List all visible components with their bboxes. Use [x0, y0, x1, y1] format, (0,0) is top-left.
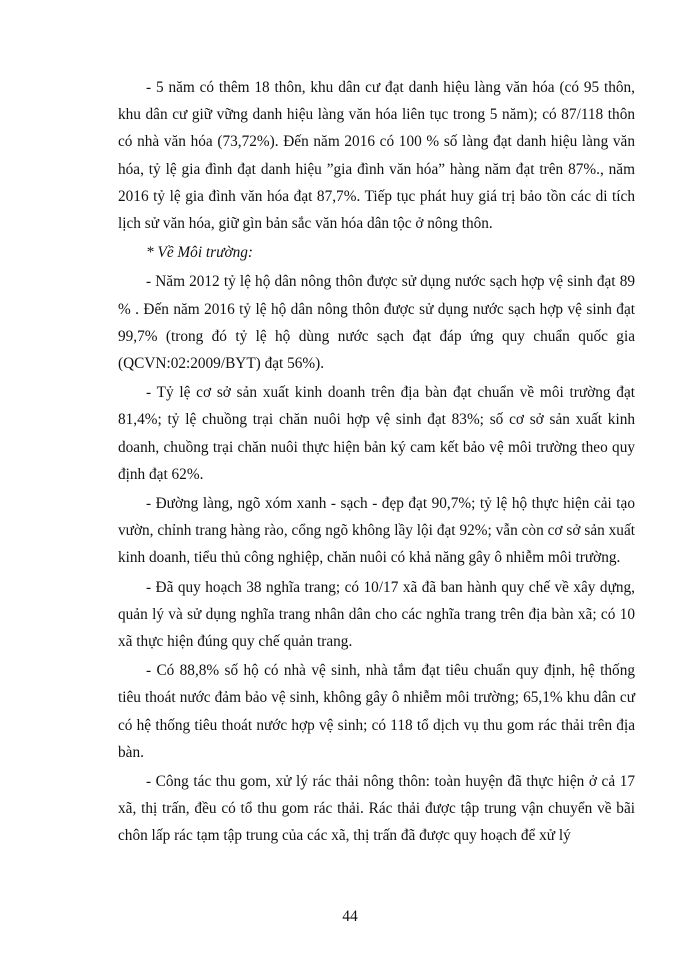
page-body — [118, 74, 635, 852]
section-heading-environment: * Về Môi trường: — [146, 244, 253, 262]
paragraph-sanitation: - Có 88,8% số hộ có nhà vệ sinh, nhà tắm đạt tiêu chuẩn quy định, hệ thống tiêu thoát nước đảm bảo vệ sinh, không gây ô nhiễm môi trường; 65,1% khu dân cư có hệ thống tiêu thoát nước hợp vệ sinh; có 118 tổ dịch vụ thu gom rác thải trên địa bàn. — [118, 662, 635, 761]
paragraph-cemeteries: - Đã quy hoạch 38 nghĩa trang; có 10/17 xã đã ban hành quy chế về xây dựng, quản lý và sử dụng nghĩa trang nhân dân cho các nghĩa trang trên địa bàn xã; có 10 xã thực hiện đúng quy chế quản trang. — [118, 578, 635, 651]
paragraph-culture: - 5 năm có thêm 18 thôn, khu dân cư đạt danh hiệu làng văn hóa (có 95 thôn, khu dân cư giữ vững danh hiệu làng văn hóa liên tục trong 5 năm); có 87/118 thôn có nhà văn hóa (73,72%). Đến năm 2016 có 100 % số làng đạt danh hiệu làng văn hóa, tỷ lệ gia đình đạt danh hiệu ”gia đình văn hóa” hàng năm đạt trên 87%., năm 2016 tỷ lệ gia đình văn hóa đạt 87,7%. Tiếp tục phát huy giá trị bảo tồn các di tích lịch sử văn hóa, giữ gìn bản sắc văn hóa dân tộc ở nông thôn. — [118, 79, 635, 233]
paragraph-business-standards: - Tỷ lệ cơ sở sản xuất kinh doanh trên địa bàn đạt chuẩn về môi trường đạt 81,4%; tỷ lệ chuồng trại chăn nuôi hợp vệ sinh đạt 83%; số cơ sở sản xuất kinh doanh, chuồng trại chăn nuôi thực hiện bản ký cam kết bảo vệ môi trường theo quy định đạt 62%. — [118, 384, 635, 483]
paragraph-waste-collection: - Công tác thu gom, xử lý rác thải nông thôn: toàn huyện đã thực hiện ở cả 17 xã, thị trấn, đều có tổ thu gom rác thải. Rác thải được tập trung vận chuyển về bãi chôn lấp rác tạm tập trung của các xã, thị trấn đã được quy hoạch để xử lý — [118, 773, 635, 845]
page-number: 44 — [342, 908, 358, 925]
paragraph-clean-water: - Năm 2012 tỷ lệ hộ dân nông thôn được sử dụng nước sạch hợp vệ sinh đạt 89 % . Đến năm 2016 tỷ lệ hộ dân nông thôn được sử dụng nước sạch hợp vệ sinh đạt 99,7% (trong đó tỷ lệ hộ dùng nước sạch đạt đáp ứng quy chuẩn quốc gia (QCVN:02:2009/BYT) đạt 56%). — [118, 273, 635, 373]
paragraph-village-roads: - Đường làng, ngõ xóm xanh - sạch - đẹp đạt 90,7%; tỷ lệ hộ thực hiện cải tạo vườn, chỉnh trang hàng rào, cổng ngõ không lầy lội đạt 92%; vẫn còn cơ sở sản xuất kinh doanh, tiểu thủ công nghiệp, chăn nuôi có khả năng gây ô nhiễm môi trường. — [118, 495, 635, 567]
